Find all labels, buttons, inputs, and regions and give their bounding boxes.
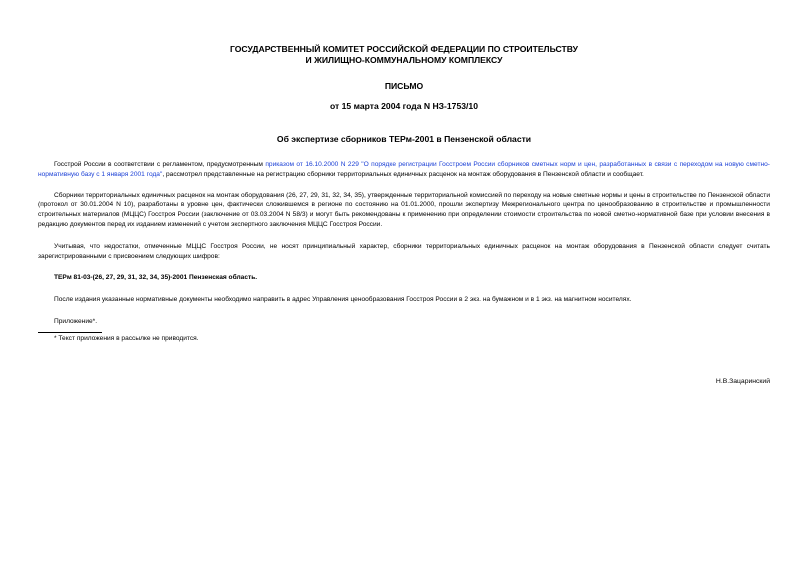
document-type: ПИСЬМО — [384, 81, 424, 91]
document-page — [38, 44, 770, 344]
footnote: * Текст приложения в рассылке не приводится. — [54, 334, 199, 342]
paragraph-5: После издания указанные нормативные документы необходимо направить в адрес Управления ценообразования Госстроя России в 2 экз. на бумажном и в 1 экз. на магнитном носителях. — [54, 296, 632, 304]
signature: Н.В.Зацаринский — [715, 378, 770, 385]
document-date: от 15 марта 2004 года N НЗ-1753/10 — [330, 101, 478, 111]
appendix-note: Приложение*. — [54, 317, 98, 325]
issuer-line-1: ГОСУДАРСТВЕННЫЙ КОМИТЕТ РОССИЙСКОЙ ФЕДЕРАЦИИ ПО СТРОИТЕЛЬСТВУ — [229, 44, 579, 54]
paragraph-1-lead: Госстрой России в соответствии с регламентом, предусмотренным — [54, 161, 266, 168]
paragraph-2: Сборники территориальных единичных расценок на монтаж оборудования (26, 27, 29, 31, 32, 34, 35), утвержденные территориальной комиссией по переходу на новые сметные нормы и цены в строительстве по Пензенской области (протокол от 30.01.2004 N 10), разработаны в уровне цен, фактически сложившемся в регионе по состоянию на 01.01.2000, прошли экспертизу Межрегионального центра по ценообразованию в строительстве и промышленности строительных материалов (МЦЦС) Госстроя России (заключение от 03.03.2004 N 58/3) и могут быть рекомендованы к применению при определении стоимости строительства по новой сметно-нормативной базе при условии внесения в редакцию документов перед их изданием изменений с учетом экспертного заключения МЦЦС Госстроя России. — [38, 191, 770, 228]
issuer-line-2: И ЖИЛИЩНО-КОММУНАЛЬНОМУ КОМПЛЕКСУ — [305, 55, 503, 65]
issuer-header — [38, 44, 770, 66]
paragraph-1 — [38, 160, 770, 180]
order-229-link[interactable]: приказом от 16.10.2000 N 229 "О порядке регистрации Госстроем России сборников сметных норм и цен, разработанных в связи с переходом на новую сметно-нормативную базу с 1 января 2001 года" — [38, 161, 770, 178]
paragraph-3: Учитывая, что недостатки, отмеченные МЦЦС Госстроя России, не носят принципиальный характер, сборники территориальных единичных расценок на монтаж оборудования в Пензенской области следует считать зарегистрированными с присвоением следующих шифров: — [38, 242, 770, 260]
cipher-paragraph: ТЕРм 81-03-(26, 27, 29, 31, 32, 34, 35)-2001 Пензенская область. — [54, 274, 258, 282]
paragraph-1-tail: , рассмотрел представленные на регистрацию сборники территориальных единичных расценок на монтаж оборудования в Пензенской области и сообщает. — [162, 170, 644, 178]
document-title: Об экспертизе сборников ТЕРм-2001 в Пензенской области — [276, 134, 532, 144]
footnote-divider — [38, 332, 102, 333]
